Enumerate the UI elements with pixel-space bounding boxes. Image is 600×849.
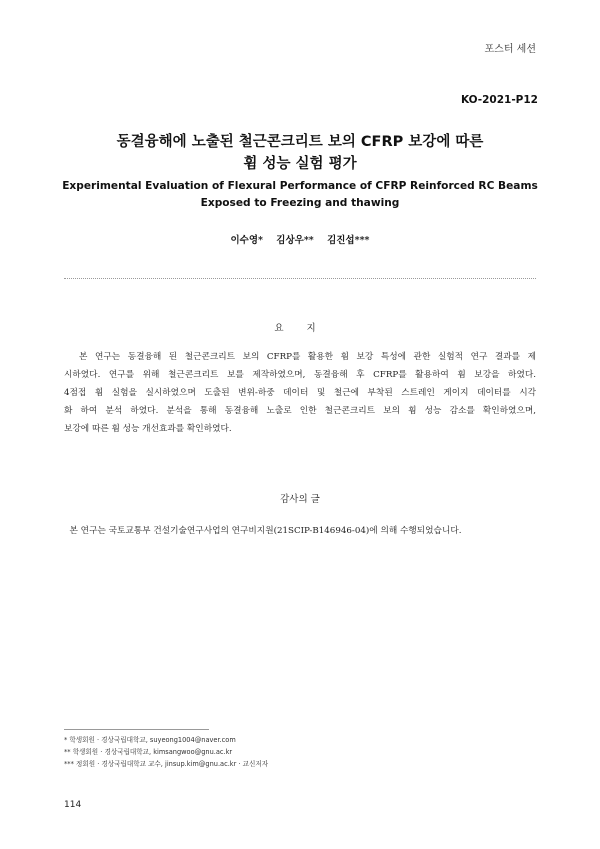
korean-title-line1: 동결융해에 노출된 철근콘크리트 보의 CFRP 보강에 따른 (116, 134, 484, 150)
english-title-line1: Experimental Evaluation of Flexural Performance of CFRP Reinforced RC Beams (62, 180, 538, 192)
abstract-line: 시하였다. 연구를 위해 철근콘크리트 보를 제작하였으며, 동결융해 후 CFRP를 활용하여 휨 보강을 하였다. (64, 370, 536, 380)
session-label: 포스터 세션 (484, 44, 536, 55)
abstract-line: 본 연구는 동결융해 된 철근콘크리트 보의 CFRP를 활용한 휨 보강 특성에 관한 실험적 연구 결과를 제 (64, 352, 536, 362)
page-number: 114 (64, 800, 82, 810)
abstract-heading: 요 지 (274, 323, 326, 334)
author-2: 김상우** (276, 235, 314, 246)
abstract-line: 화 하여 분석 하였다. 분석을 통해 동결융해 노출로 인한 철근콘크리트 보의 휨 성능 감소를 확인하였으며, (64, 406, 536, 416)
paper-code: KO-2021-P12 (460, 94, 538, 106)
footnote-rule (64, 729, 209, 730)
acknowledgement-heading: 감사의 글 (280, 494, 320, 505)
acknowledgement-text: 본 연구는 국토교통부 건설기술연구사업의 연구비지원(21SCIP-B146946-04)에 의해 수행되었습니다. (64, 526, 462, 536)
divider-rule (64, 278, 536, 279)
footnote-3: *** 정회원 · 경상국립대학교 교수, jinsup.kim@gnu.ac.kr · 교신저자 (64, 760, 269, 768)
author-1: 이수영* (230, 235, 263, 246)
author-list (0, 232, 600, 246)
footnote-2: ** 학생회원 · 경상국립대학교, kimsangwoo@gnu.ac.kr (64, 748, 233, 756)
footnote-1: * 학생회원 · 경상국립대학교, suyeong1004@naver.com (64, 736, 236, 744)
abstract-line: 보강에 따른 휨 성능 개선효과를 확인하였다. (64, 424, 232, 434)
english-title-line2: Exposed to Freezing and thawing (200, 197, 400, 209)
abstract-body (64, 348, 536, 438)
korean-title-line2: 휨 성능 실험 평가 (243, 156, 357, 172)
abstract-line: 4점접 휨 실험을 실시하였으며 도출된 변위-하중 데이터 및 철근에 부착된 스트레인 게이지 데이터를 시각 (64, 388, 536, 398)
footnotes (64, 734, 268, 770)
author-3: 김진섭*** (327, 235, 370, 246)
